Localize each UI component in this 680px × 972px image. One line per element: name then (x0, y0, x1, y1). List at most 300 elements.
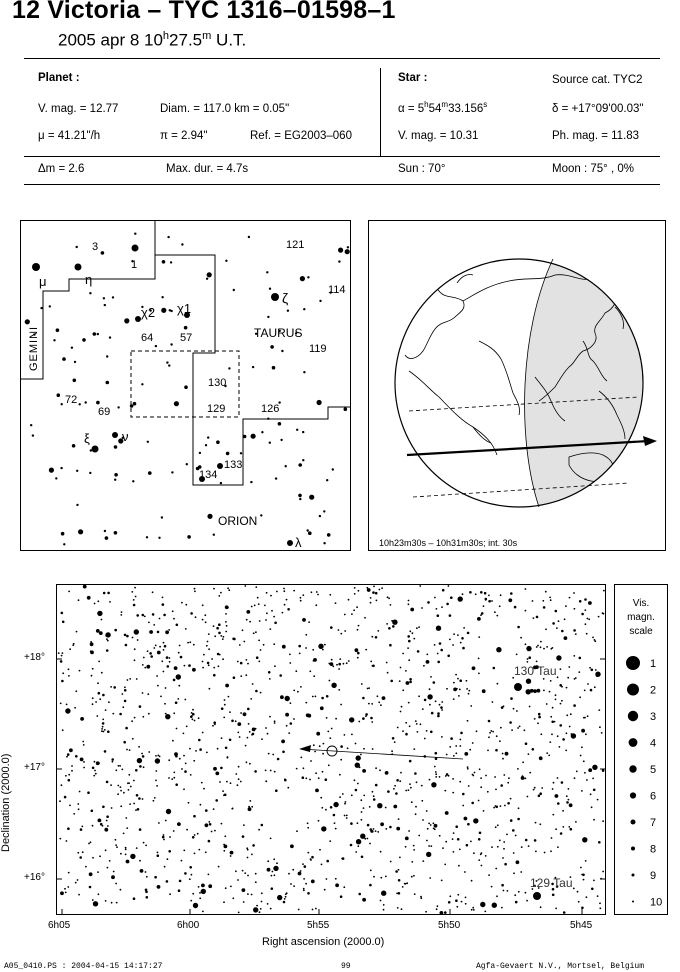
field-star (458, 695, 460, 697)
finder-star (63, 543, 65, 545)
field-star (480, 614, 482, 616)
field-star (282, 612, 284, 614)
field-star (358, 893, 361, 896)
field-star (106, 638, 108, 640)
field-star (62, 672, 64, 674)
field-star (457, 634, 459, 636)
field-star (149, 630, 153, 634)
field-star (439, 642, 442, 645)
field-star (387, 596, 389, 598)
field-star (467, 632, 470, 635)
finder-star (319, 300, 321, 302)
field-star (597, 895, 599, 897)
finder-star (307, 276, 309, 278)
field-star (225, 605, 229, 609)
field-star (128, 774, 130, 776)
track-direction-arrow (643, 436, 657, 446)
field-star (435, 752, 438, 755)
field-star (193, 903, 198, 908)
field-star (484, 592, 487, 595)
field-star (569, 597, 571, 599)
field-star (118, 765, 120, 767)
field-star (471, 880, 473, 882)
field-star (408, 659, 410, 661)
field-star (513, 872, 515, 874)
field-star (313, 658, 317, 662)
x-tick-6h00: 6h00 (177, 920, 200, 931)
field-star (305, 883, 307, 885)
field-star (125, 727, 128, 730)
field-star (271, 610, 273, 612)
field-star (405, 883, 407, 885)
field-star (428, 823, 430, 825)
field-star (265, 770, 267, 772)
field-star (501, 907, 503, 909)
field-star (313, 744, 315, 746)
field-star (388, 597, 390, 599)
field-star (340, 759, 342, 761)
field-star (68, 675, 70, 677)
field-star (335, 878, 337, 880)
field-star (315, 789, 319, 793)
label-130-tau: 130 Tau (514, 664, 557, 678)
field-star (391, 750, 393, 752)
label-119: 119 (309, 343, 327, 355)
field-star (288, 732, 290, 734)
field-star (164, 866, 166, 868)
finder-star (207, 436, 209, 438)
field-star (290, 702, 292, 704)
field-star (91, 810, 94, 813)
field-star (596, 674, 599, 677)
info-footer-rule (24, 184, 660, 185)
field-star (247, 663, 249, 665)
field-star (184, 665, 186, 667)
finder-star (345, 249, 350, 254)
finder-star (114, 479, 116, 481)
field-star (99, 631, 103, 635)
field-star (62, 729, 64, 731)
finder-star (207, 514, 212, 519)
field-star (522, 775, 524, 777)
finder-star (60, 467, 62, 469)
field-star (199, 897, 201, 899)
field-star (261, 738, 263, 740)
field-star (249, 731, 251, 733)
field-star (449, 614, 452, 617)
field-star (423, 665, 425, 667)
finder-star (184, 385, 188, 389)
field-star (431, 712, 434, 715)
field-star (455, 674, 457, 676)
field-star (265, 780, 267, 782)
field-star (186, 829, 188, 831)
field-star (570, 713, 572, 715)
field-star (584, 690, 586, 692)
field-star (139, 860, 141, 862)
field-star (157, 755, 159, 757)
field-star (468, 785, 470, 787)
label-64: 64 (141, 332, 154, 344)
field-star (448, 775, 450, 777)
field-star (240, 675, 242, 677)
field-star (525, 610, 527, 612)
planet-motion: μ = 41.21"/h (38, 130, 101, 142)
field-star (322, 649, 324, 651)
scale-label: 6 (650, 790, 657, 803)
field-star (504, 805, 506, 807)
field-star (385, 807, 387, 809)
field-star (583, 879, 585, 881)
field-star (408, 603, 410, 605)
field-star (503, 841, 505, 843)
field-star (429, 704, 431, 706)
y-tick-16: +16° (24, 872, 45, 883)
field-star (387, 790, 390, 793)
field-star (570, 828, 573, 831)
field-star (364, 617, 366, 619)
label-133: 133 (224, 459, 243, 471)
field-star (566, 732, 568, 734)
field-star (495, 826, 497, 828)
field-star (392, 620, 397, 625)
field-star (145, 871, 147, 873)
finder-star (170, 261, 172, 263)
field-star (323, 743, 325, 745)
label-3: 3 (92, 241, 99, 253)
field-star (453, 851, 455, 853)
field-star (461, 901, 463, 903)
field-star (390, 680, 393, 683)
field-star (559, 724, 562, 727)
field-star (126, 827, 128, 829)
finder-star (171, 471, 173, 473)
field-star (406, 681, 410, 685)
field-star (267, 903, 269, 905)
field-star (155, 755, 157, 757)
field-star (445, 775, 447, 777)
field-star (336, 664, 338, 666)
field-star (552, 894, 555, 897)
field-star (83, 767, 85, 769)
field-star (496, 615, 498, 617)
field-star (410, 787, 412, 789)
field-star (383, 909, 385, 911)
field-star (424, 738, 426, 740)
field-star (584, 598, 587, 601)
field-star (560, 668, 562, 670)
field-star (333, 814, 336, 817)
field-star (136, 678, 138, 680)
field-star (298, 909, 300, 911)
field-star (420, 897, 422, 899)
finder-star (174, 401, 179, 406)
finder-star (170, 343, 172, 345)
field-star (534, 718, 536, 720)
field-star (354, 593, 356, 595)
field-star (117, 785, 119, 787)
field-star (581, 613, 584, 616)
field-star (339, 774, 341, 776)
field-star (426, 654, 428, 656)
field-star (478, 636, 480, 638)
field-star (380, 900, 382, 902)
field-star (208, 648, 210, 650)
field-star (107, 867, 109, 869)
planet-reference: Ref. = EG2003–060 (250, 130, 352, 142)
field-star (300, 597, 302, 599)
field-star (298, 645, 301, 648)
field-star (491, 600, 493, 602)
field-star (408, 640, 411, 643)
field-star (510, 592, 513, 595)
field-star (322, 771, 324, 773)
field-star (461, 637, 464, 640)
field-star (149, 652, 152, 655)
field-star (169, 836, 171, 838)
field-star (288, 873, 290, 875)
field-star (65, 892, 67, 894)
field-star (460, 732, 463, 735)
label-mu: μ (39, 274, 47, 289)
finder-star (307, 529, 309, 531)
finder-star (167, 236, 169, 238)
field-star (487, 791, 489, 793)
field-star (349, 717, 354, 722)
field-star (164, 645, 167, 648)
finder-star (317, 400, 322, 405)
field-star (128, 789, 130, 791)
field-star (575, 633, 577, 635)
field-star (248, 807, 252, 811)
field-star (418, 695, 420, 697)
scale-label: 7 (650, 817, 657, 829)
field-star (305, 777, 307, 779)
field-star (409, 681, 412, 684)
globe-panel (368, 220, 666, 551)
field-star (109, 860, 111, 862)
field-star (542, 600, 544, 602)
field-star (478, 658, 480, 660)
field-star (154, 876, 157, 879)
finder-star (78, 529, 83, 534)
field-star (315, 908, 317, 910)
field-star (80, 717, 84, 721)
field-star (83, 744, 85, 746)
field-star (590, 689, 593, 692)
field-star (299, 653, 301, 655)
field-star (228, 696, 230, 698)
field-star (503, 774, 505, 776)
field-star (258, 829, 260, 831)
field-star (434, 824, 438, 828)
field-star (82, 851, 84, 853)
field-star (110, 686, 112, 688)
star-source-catalog: Source cat. TYC2 (552, 74, 643, 86)
field-star (383, 904, 385, 906)
constellation-boundaries (21, 221, 350, 485)
field-star (487, 750, 489, 752)
field-star (82, 741, 84, 743)
field-star (224, 699, 226, 701)
field-star (565, 605, 567, 607)
field-star (468, 693, 470, 695)
field-star (275, 789, 278, 792)
field-star (525, 839, 528, 842)
field-star (329, 840, 331, 842)
field-star (251, 894, 253, 896)
field-star (529, 706, 531, 708)
field-star (101, 728, 103, 730)
field-star (242, 835, 245, 838)
field-star (122, 693, 124, 695)
field-star (162, 597, 164, 599)
field-star (452, 644, 454, 646)
field-star (217, 748, 219, 750)
field-star (198, 717, 200, 719)
magnitude-scale (615, 585, 667, 914)
finder-star (132, 480, 134, 482)
finder-star (161, 308, 166, 313)
finder-bright-star (217, 463, 223, 469)
field-star (551, 733, 553, 735)
field-star (331, 728, 333, 730)
gemini-label: GEMINI (28, 325, 40, 371)
scale-dot (629, 765, 636, 772)
field-star (192, 718, 194, 720)
finder-star (187, 535, 191, 539)
field-star (520, 637, 522, 639)
field-star (415, 806, 417, 808)
field-star (426, 660, 430, 664)
field-star (230, 886, 232, 888)
field-star (225, 887, 227, 889)
field-star (478, 673, 480, 675)
field-star (585, 623, 587, 625)
field-star (346, 817, 348, 819)
field-star (505, 752, 509, 756)
y-tick-17: +17° (24, 762, 45, 773)
field-star (163, 642, 165, 644)
field-star (110, 784, 112, 786)
field-star (449, 746, 451, 748)
field-star (251, 734, 253, 736)
field-star (442, 847, 444, 849)
field-star (602, 769, 605, 772)
field-star (375, 636, 378, 639)
field-star (203, 788, 205, 790)
finder-star (260, 514, 262, 516)
field-star (421, 607, 423, 609)
field-star (313, 675, 315, 677)
field-star (285, 713, 289, 717)
finder-star (93, 332, 97, 336)
field-star (371, 703, 373, 705)
field-star (434, 597, 436, 599)
field-star (394, 785, 396, 787)
field-star (315, 604, 317, 606)
field-star (499, 840, 501, 842)
field-star (409, 630, 411, 632)
label-xi: ξ (84, 431, 90, 446)
earth-globe-map (369, 221, 665, 550)
field-star (109, 601, 111, 603)
field-star (435, 700, 437, 702)
field-star (453, 698, 455, 700)
field-star (218, 623, 221, 626)
field-star (525, 588, 527, 590)
field-star (87, 596, 91, 600)
field-star (398, 879, 401, 882)
field-star (472, 742, 474, 744)
field-star (592, 778, 594, 780)
field-star (419, 585, 421, 587)
field-star (139, 828, 142, 831)
field-star (127, 782, 129, 784)
field-star (528, 845, 530, 847)
finder-star-labels (39, 239, 346, 550)
field-star (460, 642, 462, 644)
finder-star (240, 452, 242, 454)
field-star (183, 788, 185, 790)
field-star (592, 765, 597, 770)
field-star (377, 831, 379, 833)
field-star (247, 708, 250, 711)
field-star (582, 837, 587, 842)
field-star (290, 883, 292, 885)
x-tick-6h05: 6h05 (48, 920, 71, 931)
field-star (178, 685, 180, 687)
field-star (123, 792, 125, 794)
finder-star (299, 498, 301, 500)
field-star (396, 779, 399, 782)
field-star (312, 696, 314, 698)
field-star (495, 805, 497, 807)
label-chi2: χ2 (141, 305, 156, 320)
field-star (256, 656, 259, 659)
field-star (540, 646, 542, 648)
field-star (510, 819, 513, 822)
field-star (471, 802, 474, 805)
scale-dot (631, 820, 636, 825)
finder-star (161, 516, 163, 518)
field-star (65, 775, 67, 777)
field-star (585, 860, 587, 862)
finder-star (298, 463, 302, 467)
finder-star (61, 403, 63, 405)
field-star (104, 729, 106, 731)
field-star (392, 737, 395, 740)
field-star (400, 772, 402, 774)
field-star (518, 807, 520, 809)
finder-star (269, 442, 271, 444)
field-star (569, 726, 571, 728)
field-star (125, 854, 127, 856)
field-star (331, 659, 333, 661)
field-star (142, 664, 144, 666)
field-star (532, 600, 534, 602)
field-star (599, 726, 601, 728)
field-star (467, 823, 470, 826)
field-star (405, 722, 407, 724)
field-star (591, 806, 593, 808)
field-star (312, 909, 314, 911)
field-star (99, 855, 101, 857)
field-star (433, 783, 435, 785)
field-star (348, 660, 350, 662)
field-star (357, 629, 359, 631)
label-121: 121 (286, 239, 305, 251)
